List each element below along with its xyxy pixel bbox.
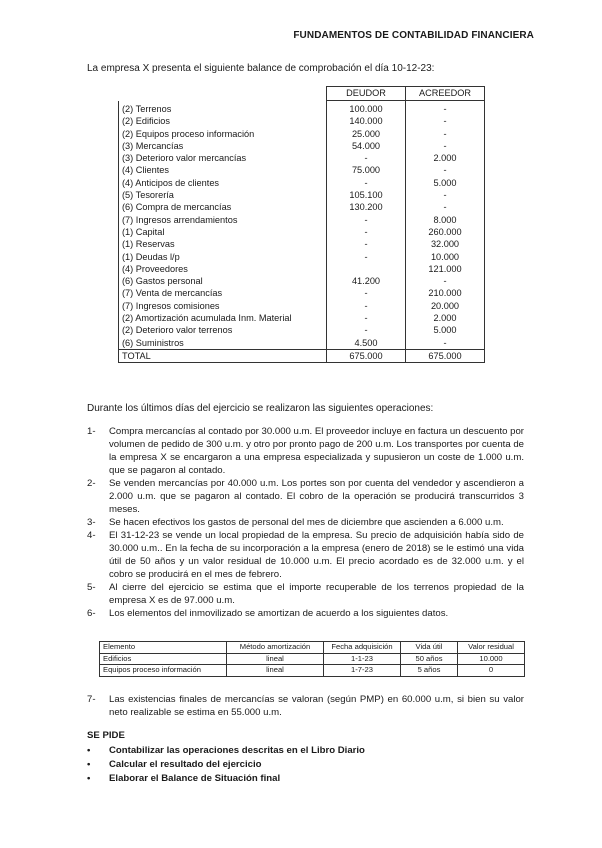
balance-account: (6) Suministros — [119, 337, 327, 350]
balance-row — [119, 312, 485, 324]
balance-debit: 105.100 — [327, 189, 406, 201]
operation-text: Al cierre del ejercicio se estima que el importe recuperable de los terrenos propiedad de la empresa X es de 97.000 u.m. — [109, 582, 524, 606]
balance-debit: - — [327, 214, 406, 226]
balance-debit: - — [327, 312, 406, 324]
balance-debit: 54.000 — [327, 140, 406, 152]
balance-row — [119, 275, 485, 287]
balance-credit: - — [406, 201, 485, 213]
bullet-icon: • — [87, 773, 91, 784]
balance-account: (4) Clientes — [119, 164, 327, 176]
balance-credit: 20.000 — [406, 300, 485, 312]
amortization-table — [99, 641, 525, 677]
balance-row — [119, 226, 485, 238]
balance-credit: 121.000 — [406, 263, 485, 275]
balance-row — [119, 201, 485, 213]
operation-item — [87, 693, 524, 719]
balance-row — [119, 152, 485, 164]
operation-item — [87, 477, 524, 516]
operation-number: 3- — [87, 517, 96, 528]
balance-row — [119, 251, 485, 263]
balance-total-credit: 675.000 — [406, 349, 485, 362]
bullet-icon: • — [87, 759, 91, 770]
amortization-cell: lineal — [227, 665, 324, 677]
operation-text: Las existencias finales de mercancías se valoran (según PMP) en 60.000 u.m, si bien su valor neto realizable se estima en 55.000 u.m. — [109, 694, 524, 718]
operation-text: Compra mercancías al contado por 30.000 u.m. El proveedor incluye en factura un descuento por volumen de pedido de 300 u.m. y otro por pronto pago de 200 u.m. Los transportes por cuenta de la empresa X se encargaron a una empresa especializada y supusieron un coste de 1.000 u.m. que se pagaron al contado. — [109, 426, 524, 476]
balance-credit: - — [406, 189, 485, 201]
balance-credit: - — [406, 101, 485, 116]
balance-account: (2) Amortización acumulada Inm. Material — [119, 312, 327, 324]
balance-header-blank — [119, 87, 327, 101]
balance-debit: 140.000 — [327, 115, 406, 127]
amortization-header-cell: Elemento — [100, 642, 227, 654]
balance-debit: 130.200 — [327, 201, 406, 213]
amortization-cell: Equipos proceso información — [100, 665, 227, 677]
amortization-cell: 5 años — [401, 665, 458, 677]
amortization-cell: 50 años — [401, 653, 458, 665]
operations-intro: Durante los últimos días del ejercicio se realizaron las siguientes operaciones: — [87, 403, 434, 414]
task-item — [87, 772, 365, 786]
amortization-cell: Edificios — [100, 653, 227, 665]
balance-account: (1) Reservas — [119, 238, 327, 250]
balance-account: (2) Edificios — [119, 115, 327, 127]
operations-list — [87, 425, 524, 620]
balance-row — [119, 164, 485, 176]
balance-row — [119, 287, 485, 299]
task-item — [87, 758, 365, 772]
balance-account: (3) Deterioro valor mercancías — [119, 152, 327, 164]
operation-item — [87, 529, 524, 581]
operation-number: 6- — [87, 608, 96, 619]
se-pide-title: SE PIDE — [87, 730, 125, 741]
balance-account: (4) Anticipos de clientes — [119, 177, 327, 189]
balance-credit: 5.000 — [406, 177, 485, 189]
balance-credit: 210.000 — [406, 287, 485, 299]
balance-account: (5) Tesorería — [119, 189, 327, 201]
operation-item — [87, 607, 524, 620]
task-item — [87, 744, 365, 758]
amortization-row — [100, 653, 525, 665]
task-list — [87, 744, 365, 786]
balance-row — [119, 238, 485, 250]
operation-number: 2- — [87, 478, 96, 489]
balance-row — [119, 263, 485, 275]
balance-account: (6) Compra de mercancías — [119, 201, 327, 213]
amortization-cell: lineal — [227, 653, 324, 665]
balance-account: (7) Venta de mercancías — [119, 287, 327, 299]
amortization-row — [100, 665, 525, 677]
balance-account: (2) Equipos proceso información — [119, 128, 327, 140]
balance-row — [119, 337, 485, 350]
balance-row — [119, 101, 485, 116]
amortization-cell: 1-1-23 — [324, 653, 401, 665]
task-text: Contabilizar las operaciones descritas en el Libro Diario — [109, 745, 365, 756]
operation-text: El 31-12-23 se vende un local propiedad de la empresa. Su precio de adquisición había sido de 30.000 u.m.. En la fecha de su incorporación a la empresa (enero de 2018) se le estimó una vida útil de 50 años y un valor residual de 10.000 u.m. El precio acordado es de 32.000 u.m. y el cobro se producirá en el mes de febrero. — [109, 530, 524, 580]
balance-row — [119, 300, 485, 312]
balance-debit: 75.000 — [327, 164, 406, 176]
amortization-header-cell: Valor residual — [458, 642, 525, 654]
balance-row — [119, 214, 485, 226]
balance-total-row — [119, 349, 485, 362]
balance-debit: - — [327, 300, 406, 312]
amortization-cell: 1-7-23 — [324, 665, 401, 677]
balance-row — [119, 324, 485, 336]
balance-row — [119, 140, 485, 152]
operation-text: Los elementos del inmovilizado se amortizan de acuerdo a los siguientes datos. — [109, 608, 449, 619]
balance-debit: 41.200 — [327, 275, 406, 287]
balance-debit — [327, 263, 406, 275]
operation-item — [87, 516, 524, 529]
operation-item — [87, 581, 524, 607]
amortization-cell: 10.000 — [458, 653, 525, 665]
balance-credit: 2.000 — [406, 152, 485, 164]
balance-header-credit: ACREEDOR — [406, 87, 485, 101]
balance-account: (2) Deterioro valor terrenos — [119, 324, 327, 336]
balance-debit: - — [327, 251, 406, 263]
balance-body — [119, 101, 485, 350]
balance-credit: 5.000 — [406, 324, 485, 336]
balance-credit: - — [406, 337, 485, 350]
balance-account: (1) Capital — [119, 226, 327, 238]
balance-account: (3) Mercancías — [119, 140, 327, 152]
operation-number: 1- — [87, 426, 96, 437]
balance-account: (7) Ingresos arrendamientos — [119, 214, 327, 226]
balance-account: (6) Gastos personal — [119, 275, 327, 287]
balance-row — [119, 115, 485, 127]
document-header: FUNDAMENTOS DE CONTABILIDAD FINANCIERA — [293, 30, 534, 41]
balance-credit: 2.000 — [406, 312, 485, 324]
balance-debit: - — [327, 226, 406, 238]
task-text: Calcular el resultado del ejercicio — [109, 759, 262, 770]
task-text: Elaborar el Balance de Situación final — [109, 773, 281, 784]
balance-row — [119, 189, 485, 201]
balance-account: (2) Terrenos — [119, 101, 327, 116]
balance-row — [119, 177, 485, 189]
balance-credit: - — [406, 275, 485, 287]
balance-credit: 10.000 — [406, 251, 485, 263]
balance-credit: 8.000 — [406, 214, 485, 226]
balance-debit: - — [327, 324, 406, 336]
balance-debit: 25.000 — [327, 128, 406, 140]
operation-number: 7- — [87, 694, 96, 705]
balance-account: (1) Deudas l/p — [119, 251, 327, 263]
balance-credit: 32.000 — [406, 238, 485, 250]
balance-account: (7) Ingresos comisiones — [119, 300, 327, 312]
balance-debit: 100.000 — [327, 101, 406, 116]
balance-account: (4) Proveedores — [119, 263, 327, 275]
balance-credit: - — [406, 128, 485, 140]
balance-debit: - — [327, 177, 406, 189]
amortization-cell: 0 — [458, 665, 525, 677]
operation-text: Se hacen efectivos los gastos de personal del mes de diciembre que ascienden a 6.000 u.m. — [109, 517, 504, 528]
balance-debit: - — [327, 238, 406, 250]
operation-item — [87, 425, 524, 477]
balance-credit: - — [406, 164, 485, 176]
amortization-header-cell: Fecha adquisición — [324, 642, 401, 654]
balance-debit: 4.500 — [327, 337, 406, 350]
operation-number: 5- — [87, 582, 96, 593]
amortization-header-cell: Método amortización — [227, 642, 324, 654]
operation-text: Se venden mercancías por 40.000 u.m. Los portes son por cuenta del vendedor y ascendieron a 2.000 u.m. que se pagaron al contado. El cobro de la operación se producirá transcurridos 3 meses. — [109, 478, 524, 515]
balance-debit: - — [327, 287, 406, 299]
balance-row — [119, 128, 485, 140]
balance-credit: 260.000 — [406, 226, 485, 238]
balance-credit: - — [406, 140, 485, 152]
operation-number: 4- — [87, 530, 96, 541]
amortization-body — [100, 653, 525, 676]
intro-text: La empresa X presenta el siguiente balance de comprobación el día 10-12-23: — [87, 63, 435, 74]
amortization-header-cell: Vida útil — [401, 642, 458, 654]
balance-total-label: TOTAL — [119, 349, 327, 362]
balance-credit: - — [406, 115, 485, 127]
balance-debit: - — [327, 152, 406, 164]
bullet-icon: • — [87, 745, 91, 756]
amortization-header-row — [100, 642, 525, 654]
balance-header-debit: DEUDOR — [327, 87, 406, 101]
balance-total-debit: 675.000 — [327, 349, 406, 362]
trial-balance-table — [118, 86, 485, 363]
